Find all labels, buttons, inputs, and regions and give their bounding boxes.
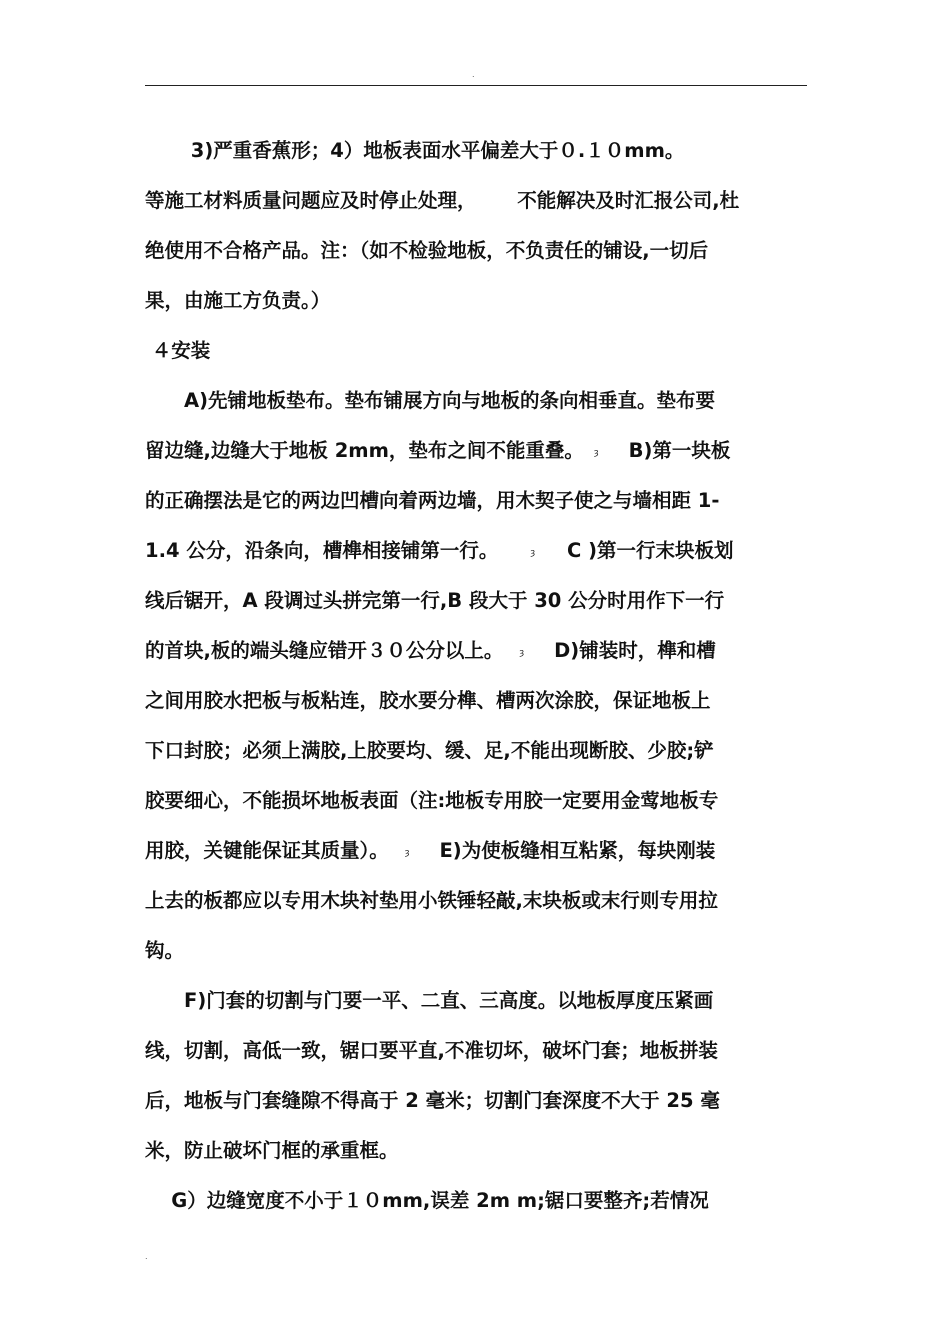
text-line: 等施工材料质量问题应及时停止处理， 不能解决及时汇报公司,杜 <box>145 189 740 212</box>
text-line: 后，地板与门套缝隙不得高于 2 毫米；切割门套深度不大于 25 毫 <box>145 1089 720 1112</box>
text-line: 上去的板都应以专用木块衬垫用小铁锤轻敲,末块板或末行则专用拉 <box>145 889 718 912</box>
paragraph-mark: ȝ <box>593 448 599 458</box>
text-line: 下口封胶；必须上满胶,上胶要均、缓、足,不能出现断胶、少胶;铲 <box>145 739 714 762</box>
text-line: 线，切割，高低一致，锯口要平直,不准切坏，破坏门套；地板拼装 <box>145 1039 718 1062</box>
text-segment: 的首块,板的端头缝应错开３０公分以上。 <box>145 639 504 662</box>
text-line <box>145 426 810 476</box>
paragraph-mark: ȝ <box>519 648 525 658</box>
paragraph-mark: ȝ <box>404 848 410 858</box>
footer-mark: . <box>145 1252 148 1261</box>
text-segment: E)为使板缝相互粘紧，每块刚装 <box>439 839 716 862</box>
header-mark: . <box>472 70 475 79</box>
text-line: A)先铺地板垫布。垫布铺展方向与地板的条向相垂直。垫布要 <box>145 389 716 412</box>
text-line: F)门套的切割与门要一平、二直、三高度。以地板厚度压紧画 <box>145 989 714 1012</box>
text-line: 米，防止破坏门框的承重框。 <box>145 1139 399 1162</box>
text-line: 3)严重香蕉形；4）地板表面水平偏差大于０.１０mm。 <box>145 139 685 162</box>
text-line: G）边缝宽度不小于１０mm,误差 2m m;锯口要整齐;若情况 <box>145 1189 709 1212</box>
text-segment: D)铺装时，榫和槽 <box>554 639 716 662</box>
text-line <box>145 526 810 576</box>
text-line: 之间用胶水把板与板粘连，胶水要分榫、槽两次涂胶，保证地板上 <box>145 689 711 712</box>
paragraph-mark: ȝ <box>530 548 536 558</box>
text-line: 胶要细心，不能损坏地板表面（注:地板专用胶一定要用金莺地板专 <box>145 789 719 812</box>
document-body <box>145 126 810 1226</box>
text-segment: 留边缝,边缝大于地板 2mm，垫布之间不能重叠。 <box>145 439 584 462</box>
text-segment: B)第一块板 <box>628 439 731 462</box>
text-segment: 用胶，关键能保证其质量）。 <box>145 839 389 862</box>
text-line: 线后锯开，A 段调过头拼完第一行,B 段大于 30 公分时用作下一行 <box>145 589 725 612</box>
header-rule <box>145 85 807 86</box>
text-line: 果，由施工方负责。） <box>145 289 331 312</box>
text-segment: 1.4 公分，沿条向，槽榫相接铺第一行。 <box>145 539 499 562</box>
text-line: 的正确摆法是它的两边凹槽向着两边墙，用木契子使之与墙相距 1- <box>145 489 720 512</box>
text-line: 钩。 <box>145 939 185 962</box>
text-segment: C )第一行末块板划 <box>567 539 734 562</box>
section-heading: ４安装 <box>145 339 211 362</box>
text-line <box>145 626 810 676</box>
text-line <box>145 826 810 876</box>
text-line: 绝使用不合格产品。注：（如不检验地板，不负责任的铺设,一切后 <box>145 239 709 262</box>
